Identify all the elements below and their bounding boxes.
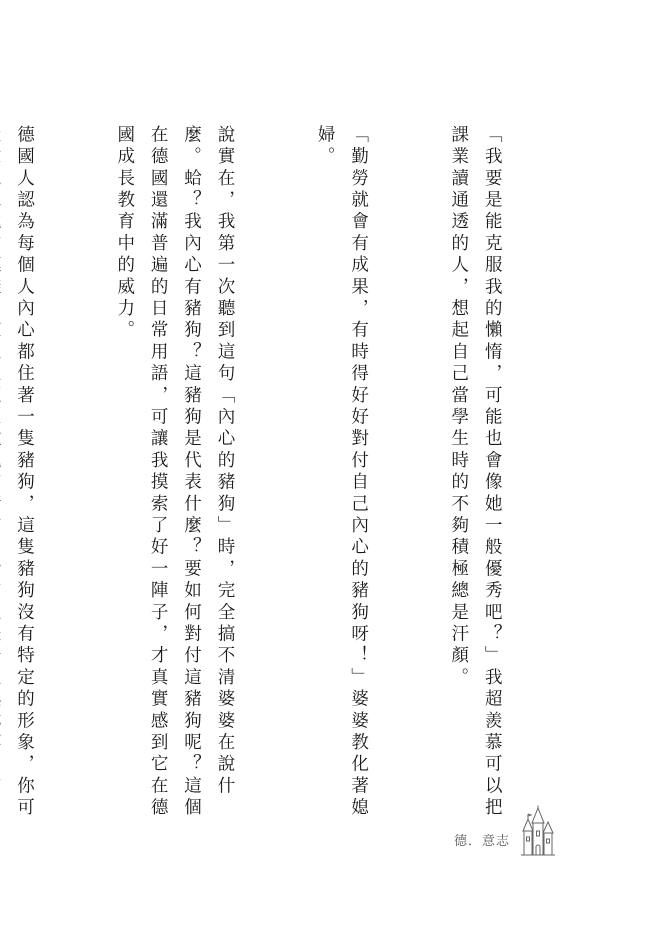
castle-icon [518,805,558,857]
vertical-text-body [0,125,575,825]
paragraph-4: 德國人認為每個人內心都住著一隻豬狗，這隻豬狗沒有特定的形象，你可 [14,125,35,820]
paragraph-3: 說實在，我第一次聽到這句「內心的豬狗」時，完全搞不清婆婆在說什麼。蛤？我內心有豬狗？這豬狗是代表什麼？要如何對付這豬狗呢？這個在德國還滿普遍的日常用語，可讓我摸索了好一陣子，才真實感到它在德國成長教育中的威力。 [114,125,235,820]
running-footer-title: 德．意志 [453,834,510,849]
paragraph-2: 「勤勞就會有成果，有時得好好對付自己內心的豬狗呀！」婆婆教化著媳婦。 [315,125,369,820]
page-footer [454,805,558,857]
paragraph-1: 「我要是能克服我的懶惰，可能也會像她一般優秀吧？」我超羨慕可以把課業讀通透的人，想起自己當學生時的不夠積極總是汗顏。 [448,125,503,820]
